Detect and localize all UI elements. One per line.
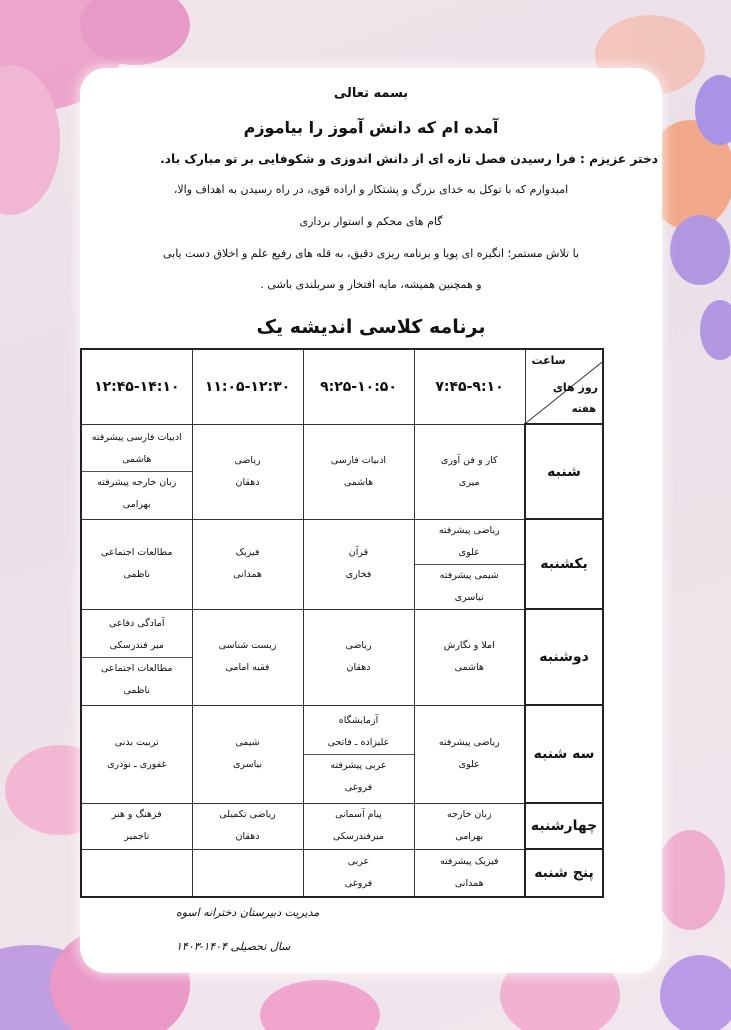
class-cell — [303, 424, 414, 519]
class-cell — [192, 609, 303, 705]
day-label: چهارشنبه — [525, 803, 603, 849]
motto-heading: آمده ام که دانش آموز را بیاموزم — [243, 118, 499, 137]
teacher: دهقان — [235, 476, 260, 488]
subject-alt: مطالعات اجتماعی — [82, 657, 192, 680]
subject-alt: زبان خارجه پیشرفته — [82, 471, 192, 494]
table-row — [81, 424, 603, 519]
subject: ریاضی تکمیلی — [219, 809, 276, 820]
subject: قرآن — [348, 547, 369, 558]
teacher: هاشمی — [343, 476, 374, 488]
class-cell — [81, 803, 192, 849]
subject: تربیت بدنی — [114, 737, 159, 748]
day-label: پنج شنبه — [525, 849, 603, 897]
subject: ریاضی — [345, 640, 372, 651]
teacher: علوی — [458, 546, 480, 558]
subject-alt: شیمی پیشرفته — [415, 564, 525, 587]
corner-time-label: ساعت — [531, 354, 566, 367]
table-row — [81, 705, 603, 803]
signature-school: مدیریت دبیرستان دخترانه اسوه — [176, 906, 320, 919]
subject: آمادگی دفاعی — [108, 617, 165, 629]
teacher-alt: فروغی — [344, 781, 373, 793]
teacher: بهرامی — [455, 831, 484, 842]
teacher: میر فندرسکی — [109, 639, 164, 651]
teacher: فخاری — [345, 569, 372, 580]
day-label: یکشنبه — [525, 519, 603, 609]
teacher: نیاسری — [232, 759, 263, 770]
table-header-row — [81, 349, 603, 424]
table-row — [81, 849, 603, 897]
paragraph-line-2: گام های محکم و استوار برداری — [299, 215, 443, 228]
period-header: ۷:۴۵-۹:۱۰ — [414, 349, 525, 424]
class-cell — [414, 609, 525, 705]
corner-week-label: هفته — [571, 404, 596, 415]
teacher: همدانی — [233, 569, 262, 580]
class-schedule-table — [80, 348, 604, 898]
subject: پیام آسمانی — [335, 809, 382, 820]
paragraph-line-1: امیدوارم که با توکل به خدای بزرگ و پشتکار و اراده قوی، در راه رسیدن به اهداف والا، — [173, 183, 569, 196]
bismillah-heading: بسمه تعالی — [333, 86, 409, 101]
teacher-alt: ناظمی — [123, 684, 150, 696]
teacher: غفوری ـ نوذری — [107, 759, 167, 770]
class-cell — [81, 609, 192, 705]
subject: فرهنگ و هنر — [111, 809, 162, 820]
teacher: فروغی — [344, 877, 373, 889]
period-header: ۱۲:۴۵-۱۴:۱۰ — [81, 349, 192, 424]
teacher: میری — [458, 476, 480, 488]
class-cell — [303, 609, 414, 705]
class-cell — [414, 849, 525, 897]
subject: کار و فن آوری — [440, 454, 498, 466]
paragraph-line-3: با تلاش مستمر؛ انگیزه ای پویا و برنامه ریزی دقیق، به قله های رفیع علم و اخلاق دست یابی — [162, 247, 580, 260]
corner-cell — [525, 349, 603, 424]
signature-year: سال تحصیلی ۱۴۰۴-۱۴۰۳ — [176, 940, 291, 953]
subject: ریاضی — [234, 454, 261, 466]
subject: زبان خارجه — [447, 809, 492, 820]
class-cell — [81, 424, 192, 519]
subject: عربی — [347, 855, 370, 867]
class-cell — [414, 803, 525, 849]
teacher: تاجمیر — [124, 831, 150, 842]
subject: ریاضی پیشرفته — [438, 737, 500, 748]
period-header: ۹:۲۵-۱۰:۵۰ — [303, 349, 414, 424]
subject: مطالعات اجتماعی — [101, 547, 173, 558]
class-cell — [303, 705, 414, 803]
class-cell — [414, 705, 525, 803]
class-cell — [303, 519, 414, 609]
teacher: ناظمی — [123, 569, 150, 580]
teacher: هاشمی — [454, 662, 484, 673]
teacher: دهقان — [235, 831, 260, 842]
teacher: علوی — [458, 759, 480, 770]
subject: ریاضی پیشرفته — [438, 524, 500, 536]
subject: شیمی — [235, 737, 260, 748]
day-label: دوشنبه — [525, 609, 603, 705]
teacher: میرفندرسکی — [332, 831, 385, 842]
day-label: شنبه — [525, 424, 603, 519]
teacher-alt: بهرامی — [122, 499, 151, 510]
teacher-alt: نیاسری — [454, 591, 484, 603]
class-cell — [81, 849, 192, 897]
class-cell — [81, 519, 192, 609]
schedule-title: برنامه کلاسی اندیشه یک — [256, 316, 486, 338]
subject-alt: عربی پیشرفته — [304, 754, 414, 777]
class-cell — [303, 803, 414, 849]
corner-days-label: روز های — [552, 381, 598, 394]
subject: آزمایشگاه — [338, 714, 379, 726]
teacher: هاشمی — [122, 454, 152, 465]
teacher: دهقان — [346, 662, 371, 673]
class-cell — [414, 519, 525, 609]
class-cell — [303, 849, 414, 897]
table-row — [81, 519, 603, 609]
period-header: ۱۱:۰۵-۱۲:۳۰ — [192, 349, 303, 424]
subject: املا و نگارش — [443, 640, 495, 651]
class-cell — [192, 424, 303, 519]
class-cell — [192, 705, 303, 803]
table-row — [81, 609, 603, 705]
paragraph-line-4: و همچنین همیشه، مایه افتخار و سربلندی باشی . — [260, 278, 482, 291]
teacher: علیزاده ـ فاتحی — [327, 736, 390, 748]
class-cell — [81, 705, 192, 803]
subject: زیست شناسی — [218, 640, 277, 651]
teacher: فقیه امامی — [225, 662, 270, 673]
class-cell — [192, 803, 303, 849]
table-row — [81, 803, 603, 849]
greeting-text: دختر عزیزم : فرا رسیدن فصل تازه ای از دانش اندوزی و شکوفایی بر تو مبارک باد. — [160, 152, 658, 166]
subject: فیزیک — [235, 547, 260, 558]
teacher: همدانی — [454, 877, 484, 889]
class-cell — [414, 424, 525, 519]
subject: ادبیات فارسی — [330, 454, 387, 466]
day-label: سه شنبه — [525, 705, 603, 803]
class-cell — [192, 519, 303, 609]
class-cell — [192, 849, 303, 897]
subject: فیزیک پیشرفته — [439, 855, 499, 867]
subject: ادبیات فارسی پیشرفته — [91, 432, 182, 443]
